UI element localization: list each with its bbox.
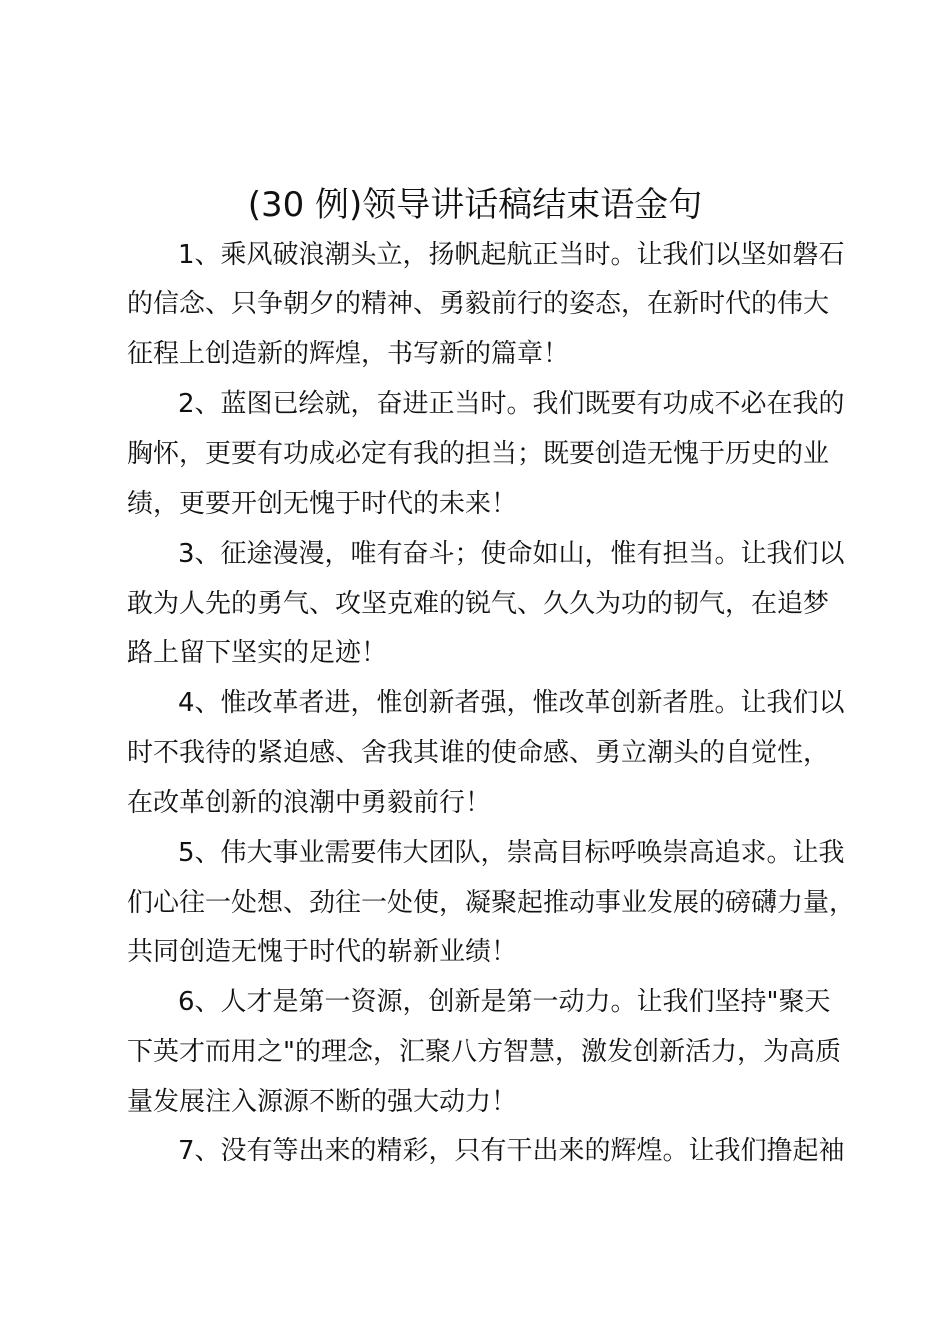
- paragraph-line: 3、征途漫漫，唯有奋斗；使命如山，惟有担当。让我们以: [178, 539, 845, 569]
- paragraph-line: 绩，更要开创无愧于时代的未来！: [127, 489, 518, 519]
- paragraph-line: 共同创造无愧于时代的崭新业绩！: [127, 937, 518, 967]
- paragraph-line: 下英才而用之"的理念，汇聚八方智慧，激发创新活力，为高质: [127, 1037, 841, 1067]
- paragraph-line: 4、惟改革者进，惟创新者强，惟改革创新者胜。让我们以: [178, 688, 845, 718]
- paragraph-line: 2、蓝图已绘就，奋进正当时。我们既要有功成不必在我的: [178, 389, 845, 419]
- paragraph-line: 时不我待的紧迫感、舍我其谁的使命感、勇立潮头的自觉性，: [127, 738, 830, 768]
- paragraph-line: 敢为人先的勇气、攻坚克难的锐气、久久为功的韧气，在追梦: [127, 589, 830, 619]
- paragraph-line: 6、人才是第一资源，创新是第一动力。让我们坚持"聚天: [178, 987, 831, 1017]
- paragraph-line: 7、没有等出来的精彩，只有干出来的辉煌。让我们撸起袖: [178, 1136, 845, 1166]
- paragraph-line: 们心往一处想、劲往一处使，凝聚起推动事业发展的磅礴力量，: [127, 888, 856, 918]
- paragraph-line: 的信念、只争朝夕的精神、勇毅前行的姿态，在新时代的伟大: [127, 289, 830, 319]
- paragraph-line: 征程上创造新的辉煌，书写新的篇章！: [127, 339, 570, 369]
- paragraph-line: 量发展注入源源不断的强大动力！: [127, 1087, 518, 1117]
- paragraph-line: 路上留下坚实的足迹！: [127, 638, 388, 668]
- paragraph-line: 胸怀，更要有功成必定有我的担当；既要创造无愧于历史的业: [127, 439, 830, 469]
- document-title: (30 例)领导讲话稿结束语金句: [247, 185, 703, 225]
- paragraph-line: 1、乘风破浪潮头立，扬帆起航正当时。让我们以坚如磐石: [178, 240, 845, 270]
- paragraph-line: 5、伟大事业需要伟大团队，崇高目标呼唤崇高追求。让我: [178, 838, 845, 868]
- paragraph-line: 在改革创新的浪潮中勇毅前行！: [127, 788, 492, 818]
